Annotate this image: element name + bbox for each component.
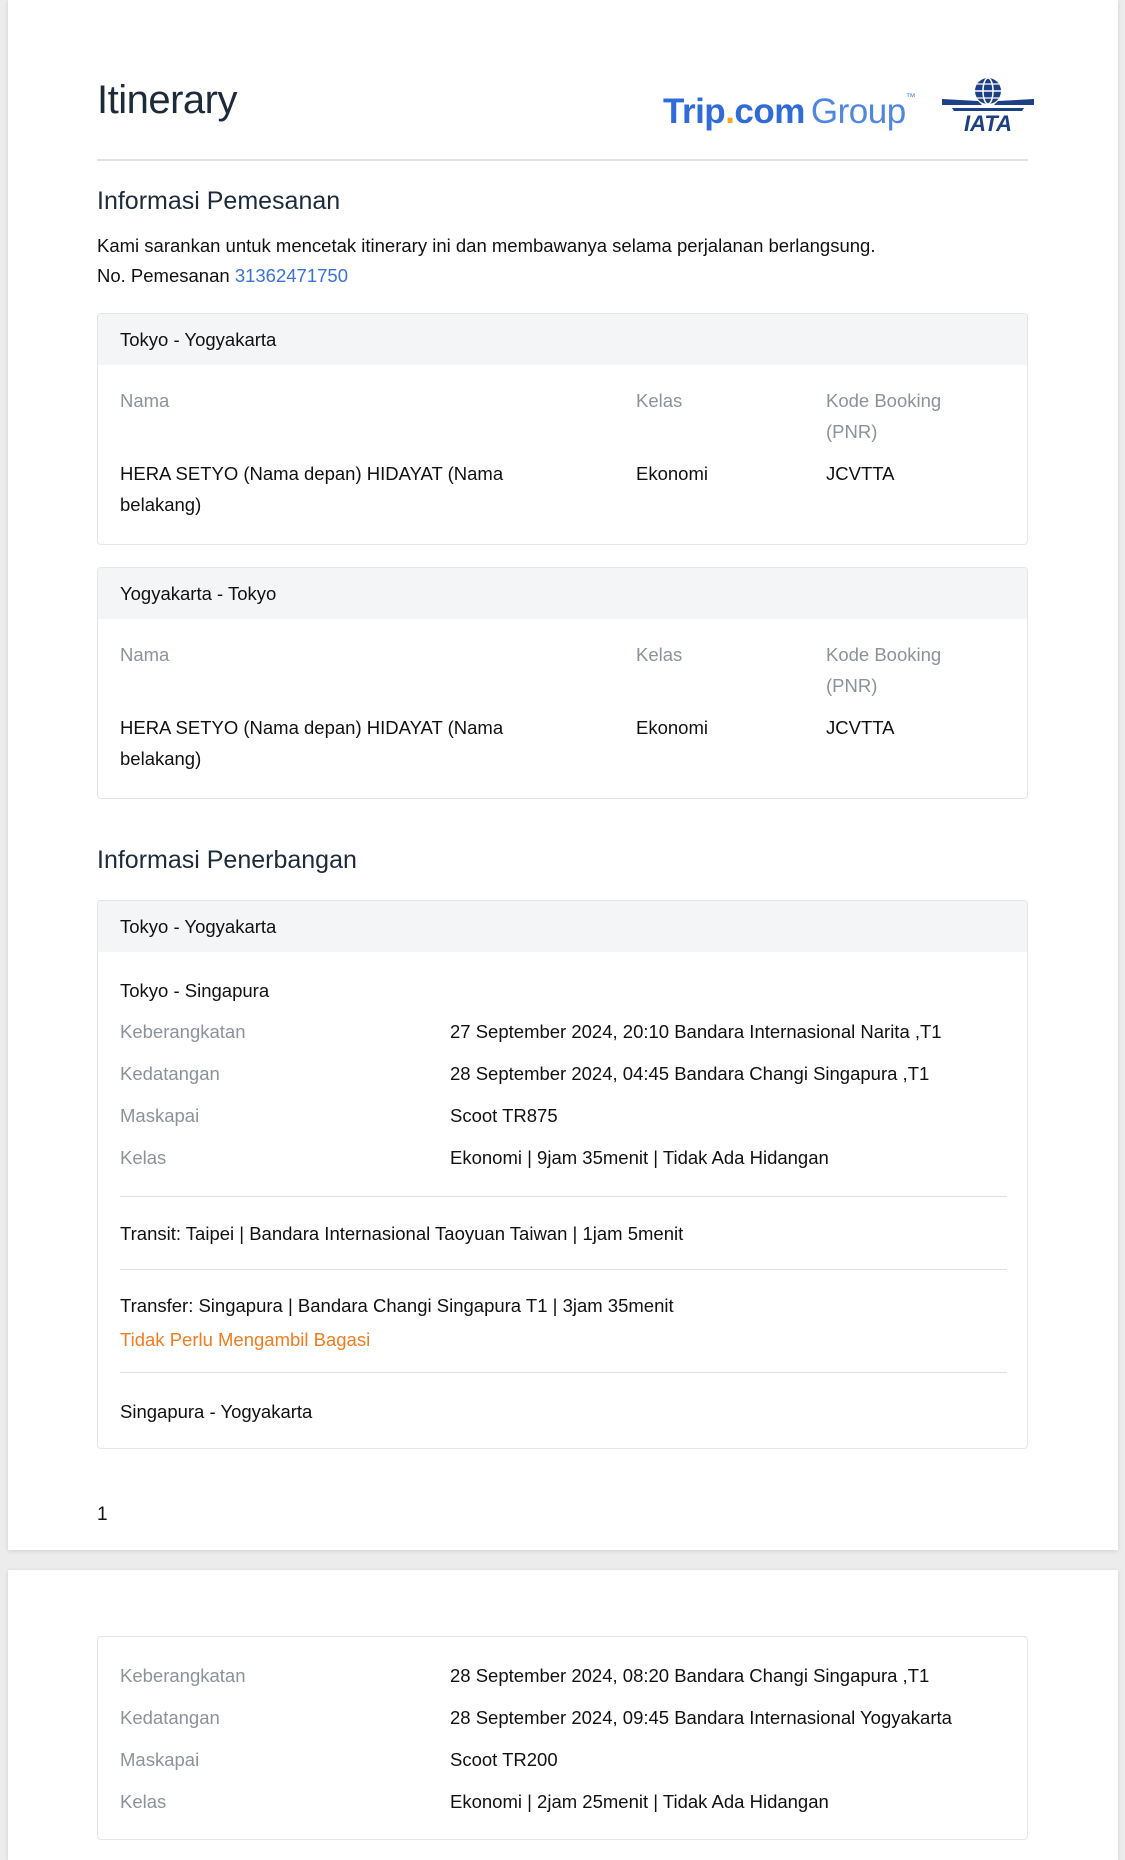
divider xyxy=(120,1269,1007,1270)
transit-info: Transit: Taipei | Bandara Internasional Taoyuan Taiwan | 1jam 5menit xyxy=(120,1223,684,1244)
card-route-title: Yogyakarta - Tokyo xyxy=(98,568,1027,619)
col-header-pnr: Kode Booking (PNR) xyxy=(826,390,942,442)
passenger-name: HERA SETYO (Nama depan) HIDAYAT (Nama belakang) xyxy=(120,463,504,515)
iata-logo xyxy=(938,75,1038,135)
document-page-2 xyxy=(8,1570,1118,1860)
passenger-card-return xyxy=(97,567,1028,799)
header-divider xyxy=(97,159,1028,161)
page-title: Itinerary xyxy=(97,78,237,122)
booking-info-title: Informasi Pemesanan xyxy=(97,187,341,215)
card-route-title: Tokyo - Yogyakarta xyxy=(98,314,1027,365)
col-header-pnr: Kode Booking (PNR) xyxy=(826,644,942,696)
col-header-class: Kelas xyxy=(636,644,683,665)
page-number: 1 xyxy=(97,1504,108,1525)
divider xyxy=(120,1372,1007,1373)
col-header-name: Nama xyxy=(120,644,170,665)
document-page-1 xyxy=(8,0,1118,1550)
passenger-class: Ekonomi xyxy=(636,717,708,738)
svg-text:IATA: IATA xyxy=(963,111,1013,135)
segment-name: Singapura - Yogyakarta xyxy=(120,1401,313,1422)
passenger-card-outbound xyxy=(97,313,1028,545)
col-header-class: Kelas xyxy=(636,390,683,411)
booking-number-link[interactable]: 31362471750 xyxy=(234,265,348,286)
tripcom-group-logo: Trip.com Group™ xyxy=(663,92,916,131)
baggage-note: Tidak Perlu Mengambil Bagasi xyxy=(120,1329,371,1350)
passenger-pnr: JCVTTA xyxy=(826,717,895,738)
passenger-class: Ekonomi xyxy=(636,463,708,484)
transfer-info: Transfer: Singapura | Bandara Changi Singapura T1 | 3jam 35menit xyxy=(120,1295,674,1316)
booking-number-line: No. Pemesanan 31362471750 xyxy=(97,265,348,286)
booking-info-note: Kami sarankan untuk mencetak itinerary ini dan membawanya selama perjalanan berlangsung. xyxy=(97,235,876,256)
flight-card-continued: Keberangkatan 28 September 2024, 08:20 Bandara Changi Singapura ,T1 Kedatangan 28 September 2024, 09:45 Bandara Internasional Yogyakarta Maskapai Scoot TR200 Kelas Ekonomi | 2jam 25menit | Tidak Ada Hidangan xyxy=(97,1636,1028,1840)
card-route-title: Tokyo - Yogyakarta xyxy=(98,901,1027,952)
col-header-name: Nama xyxy=(120,390,170,411)
passenger-pnr: JCVTTA xyxy=(826,463,895,484)
flight-card: Tokyo - Yogyakarta Tokyo - Singapura Keberangkatan 27 September 2024, 20:10 Bandara Internasional Narita ,T1 Kedatangan 28 September 2024, 04:45 Bandara Changi Singapura ,T1 Maskapai Scoot TR875 Kelas Ekonomi | 9jam 35menit | Tidak Ada Hidangan Transit: Taipei | Bandara Internasional Taoyuan Taiwan | 1jam 5menit Transfer: Singapura | Bandara Changi Singapura T1 | 3jam 35menit Tidak Perlu Mengambil Bagasi Singapura - Yogyakarta xyxy=(97,900,1028,1449)
segment-name: Tokyo - Singapura xyxy=(120,980,270,1001)
flight-info-title: Informasi Penerbangan xyxy=(97,846,357,874)
passenger-name: HERA SETYO (Nama depan) HIDAYAT (Nama belakang) xyxy=(120,717,504,769)
divider xyxy=(120,1196,1007,1197)
